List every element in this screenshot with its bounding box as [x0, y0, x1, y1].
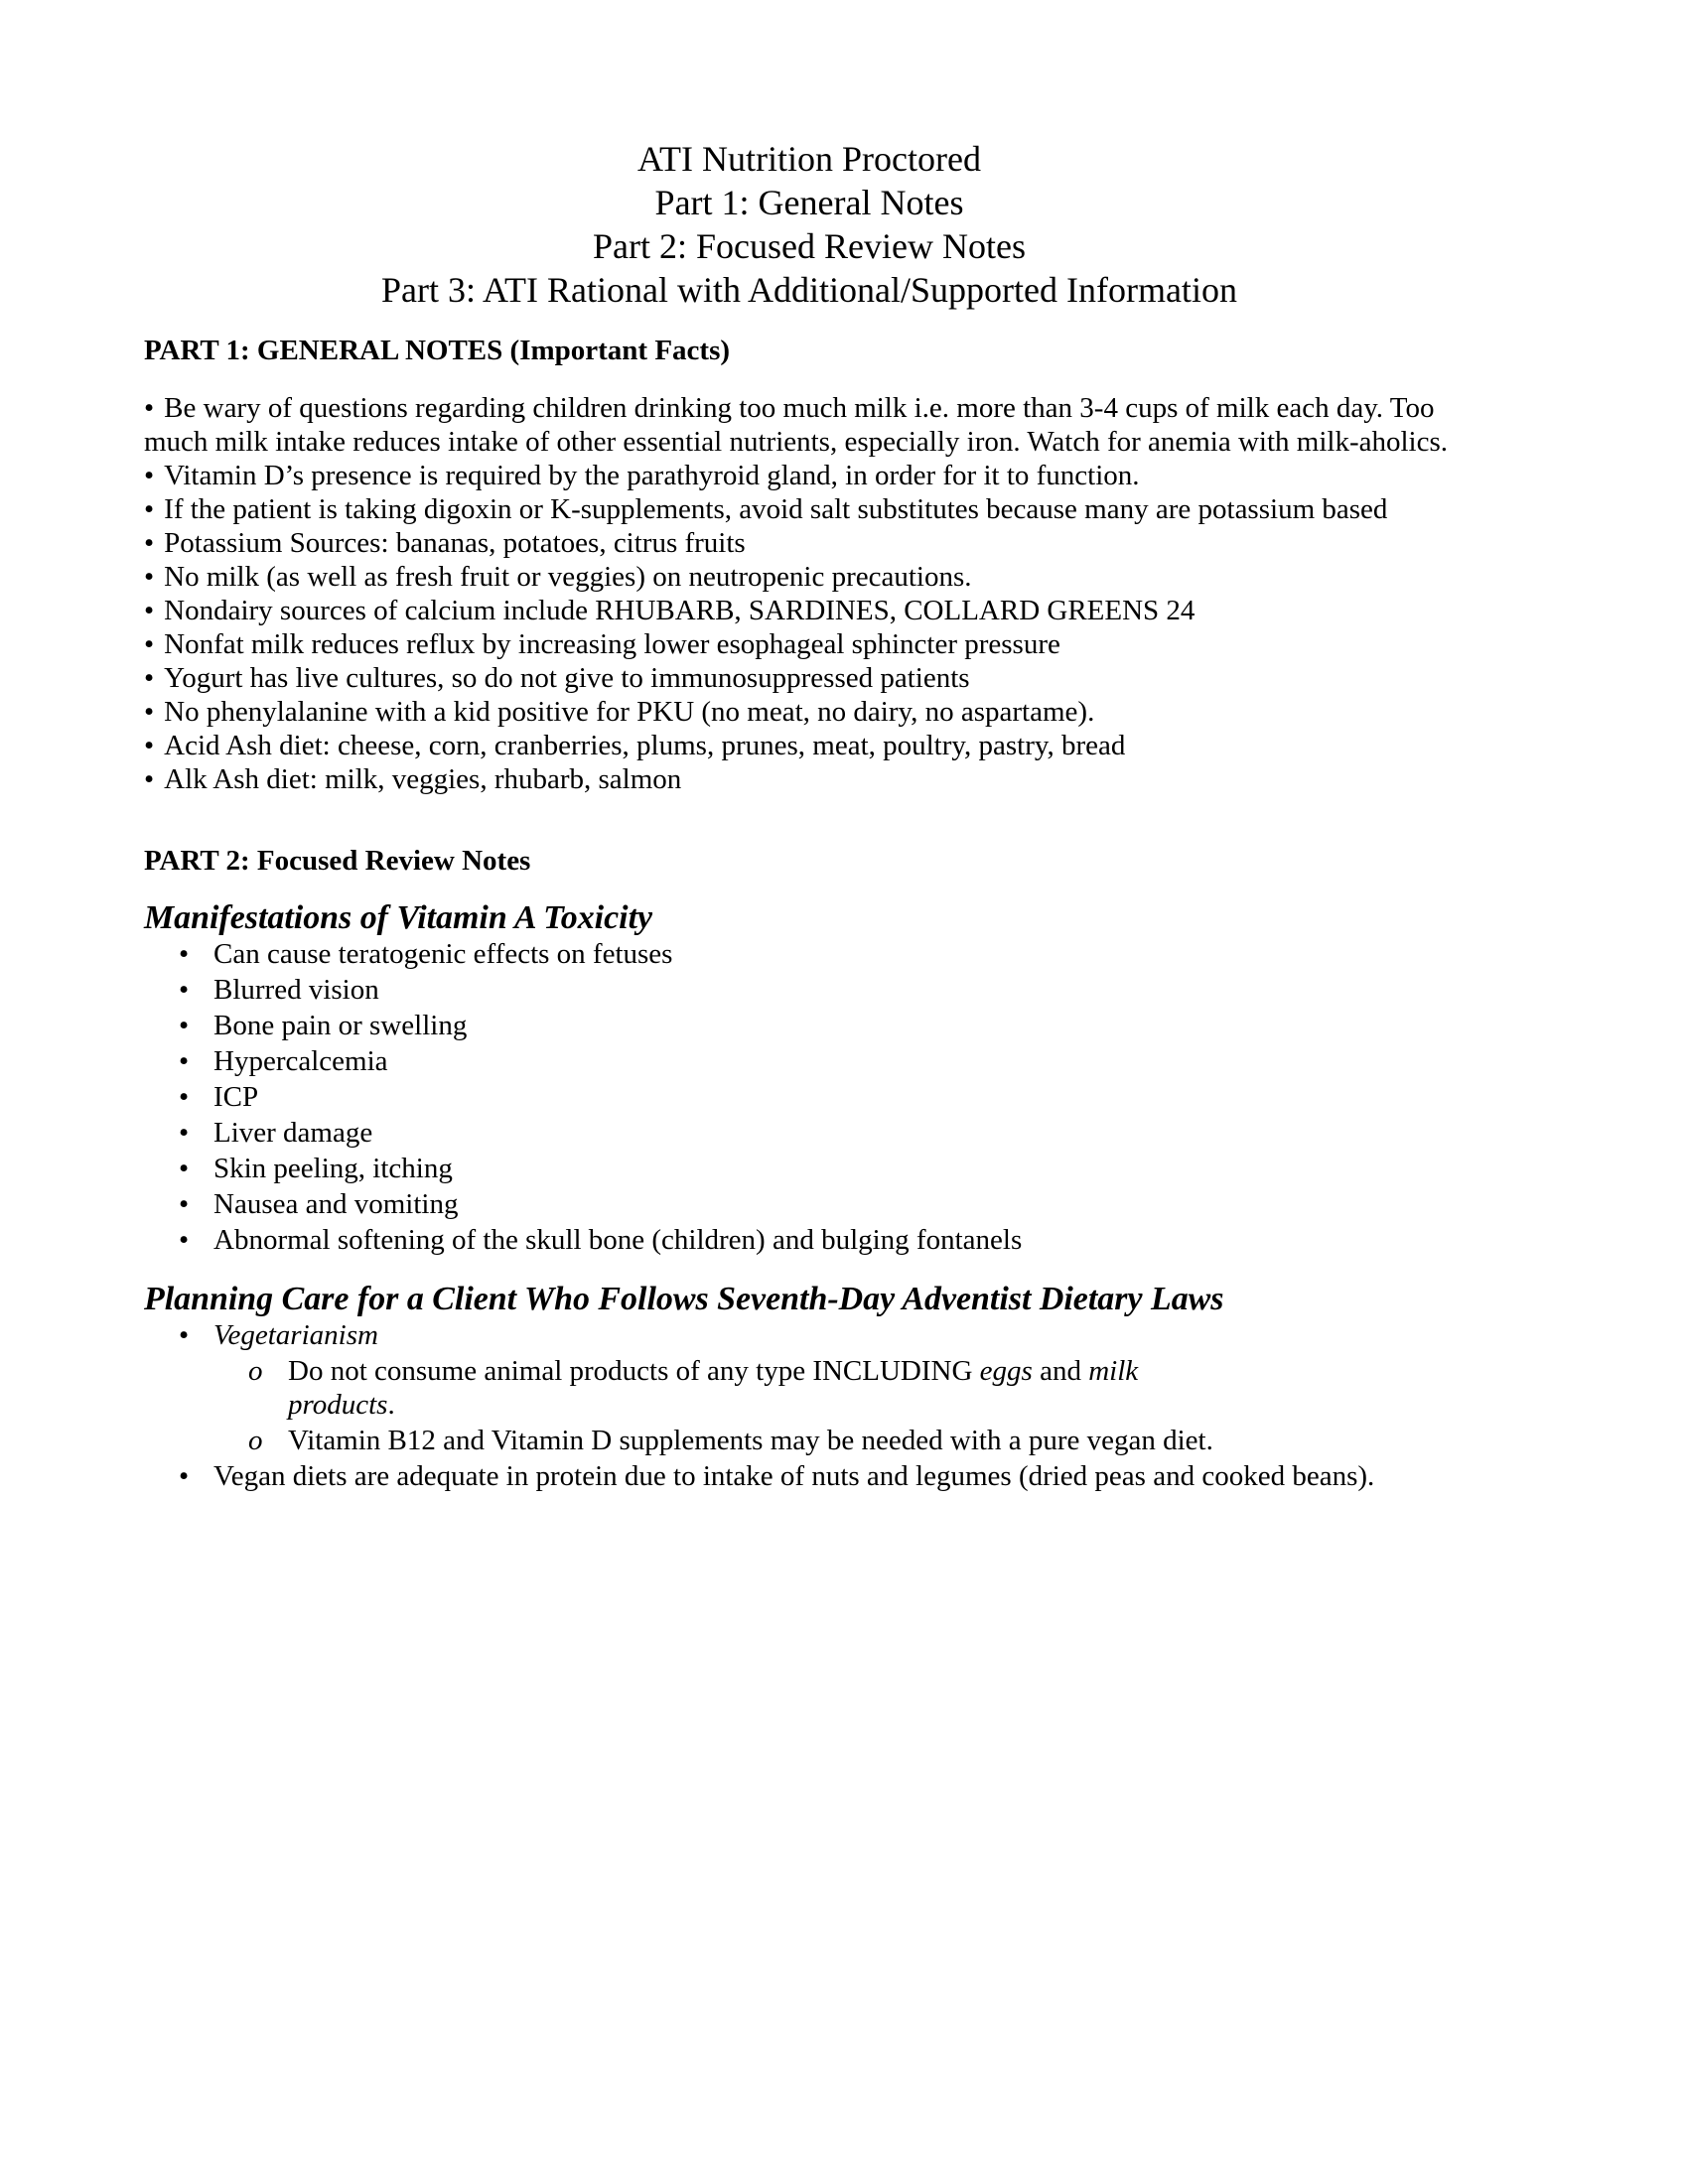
- part1-heading: PART 1: GENERAL NOTES (Important Facts): [144, 335, 731, 366]
- list-item-text: ICP: [213, 1081, 259, 1113]
- note-item: [144, 695, 1475, 729]
- note-item: [144, 459, 1475, 492]
- note-item: [144, 762, 1475, 796]
- title-line-4: Part 3: ATI Rational with Additional/Supported Information: [381, 270, 1237, 310]
- bullet-icon: •: [179, 1319, 190, 1351]
- list-item: [144, 1044, 1475, 1078]
- note-item: [144, 729, 1475, 762]
- adventist-list: [144, 1318, 1475, 1352]
- sub-list-item-text: Vitamin B12 and Vitamin D supplements may be needed with a pure vegan diet.: [288, 1425, 1213, 1456]
- bullet-icon: •: [144, 696, 155, 728]
- bullet-icon: •: [179, 1010, 190, 1041]
- title-line-3: Part 2: Focused Review Notes: [593, 226, 1026, 266]
- vitamin-a-toxicity-heading: Manifestations of Vitamin A Toxicity: [144, 899, 653, 936]
- note-item: [144, 526, 1475, 560]
- note-text: No phenylalanine with a kid positive for PKU (no meat, no dairy, no aspartame).: [164, 696, 1095, 728]
- note-text: Acid Ash diet: cheese, corn, cranberries, plums, prunes, meat, poultry, pastry, bread: [164, 730, 1126, 761]
- note-text: Yogurt has live cultures, so do not give to immunosuppressed patients: [164, 662, 970, 694]
- list-item: [144, 1318, 1475, 1352]
- note-item: [144, 560, 1475, 594]
- text-segment: Do not consume animal products of any type INCLUDING: [288, 1355, 980, 1387]
- sub-list-item-text: [288, 1354, 1231, 1422]
- text-segment-emphasis: eggs: [979, 1355, 1033, 1387]
- list-item-text: Vegan diets are adequate in protein due to intake of nuts and legumes (dried peas and cooked beans).: [213, 1460, 1375, 1492]
- note-text: If the patient is taking digoxin or K-supplements, avoid salt substitutes because many are potassium based: [164, 493, 1388, 525]
- note-item: [144, 391, 1475, 459]
- note-text: Potassium Sources: bananas, potatoes, citrus fruits: [164, 527, 746, 559]
- adventist-list-continued: [144, 1459, 1475, 1493]
- list-item-text: Bone pain or swelling: [213, 1010, 468, 1041]
- list-item: [144, 1187, 1475, 1221]
- bullet-icon: •: [179, 1224, 190, 1256]
- note-item: [144, 594, 1475, 627]
- note-text: Be wary of questions regarding children drinking too much milk i.e. more than 3-4 cups of milk each day. Too much milk intake reduces intake of other essential nutrients, especially iron. Watch for anemia with milk-aholics.: [144, 392, 1449, 458]
- bullet-icon: •: [144, 460, 155, 491]
- bullet-icon: •: [179, 974, 190, 1006]
- text-segment-emphasis: milk products: [288, 1355, 1139, 1421]
- bullet-icon: •: [179, 1460, 190, 1492]
- vitamin-a-toxicity-list: [144, 937, 1475, 1257]
- bullet-icon: •: [144, 730, 155, 761]
- note-text: No milk (as well as fresh fruit or veggies) on neutropenic precautions.: [164, 561, 972, 593]
- list-item: [144, 1223, 1475, 1257]
- sub-list-item: [144, 1424, 1475, 1457]
- bullet-icon: •: [144, 392, 155, 424]
- title-line-1: ATI Nutrition Proctored: [637, 139, 981, 179]
- list-item-text: Liver damage: [213, 1117, 373, 1149]
- list-item: [144, 1116, 1475, 1150]
- bullet-icon: •: [179, 1045, 190, 1077]
- document-title: [144, 137, 1475, 312]
- list-item-text: Abnormal softening of the skull bone (children) and bulging fontanels: [213, 1224, 1023, 1256]
- bullet-icon: •: [144, 527, 155, 559]
- note-item: [144, 661, 1475, 695]
- bullet-icon: •: [179, 1081, 190, 1113]
- bullet-icon: •: [144, 561, 155, 593]
- adventist-heading: Planning Care for a Client Who Follows Seventh-Day Adventist Dietary Laws: [144, 1281, 1224, 1317]
- text-segment: and: [1032, 1355, 1089, 1387]
- note-text: Alk Ash diet: milk, veggies, rhubarb, salmon: [164, 763, 682, 795]
- note-item: [144, 627, 1475, 661]
- title-line-2: Part 1: General Notes: [654, 183, 964, 222]
- sub-bullet-icon: o: [248, 1425, 263, 1456]
- part1-notes: [144, 391, 1475, 796]
- list-item-text: Hypercalcemia: [213, 1045, 388, 1077]
- part2-heading: PART 2: Focused Review Notes: [144, 845, 531, 877]
- bullet-icon: •: [179, 1188, 190, 1220]
- list-item: [144, 1080, 1475, 1114]
- bullet-icon: •: [144, 662, 155, 694]
- note-text: Nondairy sources of calcium include RHUBARB, SARDINES, COLLARD GREENS 24: [164, 595, 1196, 626]
- bullet-icon: •: [144, 493, 155, 525]
- bullet-icon: •: [144, 595, 155, 626]
- list-item-text: Nausea and vomiting: [213, 1188, 459, 1220]
- list-item-text: Blurred vision: [213, 974, 379, 1006]
- bullet-icon: •: [179, 1117, 190, 1149]
- note-text: Vitamin D’s presence is required by the parathyroid gland, in order for it to function.: [164, 460, 1140, 491]
- sub-list-item: [144, 1354, 1475, 1422]
- note-text: Nonfat milk reduces reflux by increasing lower esophageal sphincter pressure: [164, 628, 1060, 660]
- document-content: [144, 137, 1475, 1495]
- text-segment: .: [387, 1389, 395, 1421]
- sub-bullet-icon: o: [248, 1355, 263, 1387]
- list-item: [144, 937, 1475, 971]
- list-item-text: Skin peeling, itching: [213, 1153, 453, 1184]
- vegetarianism-sub-list: [144, 1354, 1475, 1457]
- bullet-icon: •: [144, 763, 155, 795]
- list-item-text: Vegetarianism: [213, 1319, 378, 1351]
- list-item: [144, 973, 1475, 1007]
- list-item-text: Can cause teratogenic effects on fetuses: [213, 938, 673, 970]
- list-item: [144, 1152, 1475, 1185]
- bullet-icon: •: [179, 938, 190, 970]
- note-item: [144, 492, 1475, 526]
- list-item: [144, 1009, 1475, 1042]
- list-item: [144, 1459, 1475, 1493]
- bullet-icon: •: [179, 1153, 190, 1184]
- bullet-icon: •: [144, 628, 155, 660]
